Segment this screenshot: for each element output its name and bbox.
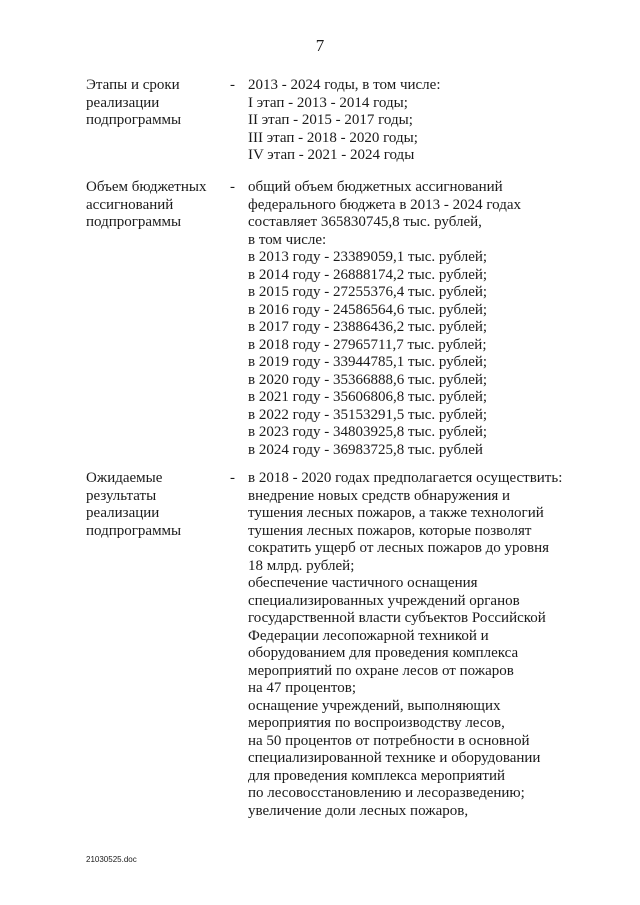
value-line: в 2023 году - 34803925,8 тыс. рублей; bbox=[248, 424, 488, 440]
value-line: IV этап - 2021 - 2024 годы bbox=[248, 147, 415, 163]
value-line: специализированных учреждений органов bbox=[248, 592, 520, 609]
value-line: I этап - 2013 - 2014 годы; bbox=[248, 94, 408, 111]
row-value-results bbox=[248, 470, 588, 820]
value-line: в 2022 году - 35153291,5 тыс. рублей; bbox=[248, 406, 488, 423]
label-line: результаты bbox=[86, 487, 157, 504]
label-line: подпрограммы bbox=[86, 522, 182, 539]
document-code: 21030525.doc bbox=[86, 855, 137, 864]
row-value-budget bbox=[248, 179, 588, 459]
value-line: в 2016 году - 24586564,6 тыс. рублей; bbox=[248, 301, 488, 318]
page-number: 7 bbox=[315, 36, 325, 55]
value-line: на 47 процентов; bbox=[248, 680, 357, 696]
row-dash: - bbox=[230, 77, 235, 93]
label-line: Этапы и сроки bbox=[86, 77, 180, 93]
value-line: 18 млрд. рублей; bbox=[248, 557, 355, 574]
value-line: в 2013 году - 23389059,1 тыс. рублей; bbox=[248, 249, 488, 265]
value-line: обеспечение частичного оснащения bbox=[248, 575, 478, 591]
value-line: III этап - 2018 - 2020 годы; bbox=[248, 129, 418, 146]
value-line: в 2024 году - 36983725,8 тыс. рублей bbox=[248, 441, 483, 458]
value-line: по лесовосстановлению и лесоразведению; bbox=[248, 785, 525, 801]
label-line: ассигнований bbox=[86, 196, 174, 213]
value-line: оборудованием для проведения комплекса bbox=[248, 645, 519, 661]
value-line: федерального бюджета в 2013 - 2024 годах bbox=[248, 196, 522, 213]
value-line: общий объем бюджетных ассигнований bbox=[248, 179, 503, 195]
value-line: внедрение новых средств обнаружения и bbox=[248, 487, 511, 504]
label-line: Ожидаемые bbox=[86, 470, 163, 486]
value-line: на 50 процентов от потребности в основной bbox=[248, 732, 530, 749]
label-line: реализации bbox=[86, 94, 160, 111]
value-line: сократить ущерб от лесных пожаров до уровня bbox=[248, 540, 550, 556]
value-line: 2013 - 2024 годы, в том числе: bbox=[248, 77, 441, 93]
value-line: составляет 365830745,8 тыс. рублей, bbox=[248, 214, 482, 230]
row-label-budget bbox=[86, 179, 236, 232]
row-dash: - bbox=[230, 179, 235, 195]
value-line: в том числе: bbox=[248, 231, 327, 248]
value-line: в 2018 - 2020 годах предполагается осуществить: bbox=[248, 470, 563, 486]
value-line: в 2017 году - 23886436,2 тыс. рублей; bbox=[248, 319, 488, 335]
row-value-stages bbox=[248, 77, 588, 165]
value-line: специализированной технике и оборудовании bbox=[248, 750, 541, 766]
value-line: в 2014 году - 26888174,2 тыс. рублей; bbox=[248, 266, 488, 283]
value-line: Федерации лесопожарной техникой и bbox=[248, 627, 489, 644]
value-line: государственной власти субъектов Российской bbox=[248, 610, 546, 626]
label-line: подпрограммы bbox=[86, 214, 182, 230]
row-dash: - bbox=[230, 470, 235, 486]
value-line: тушения лесных пожаров, которые позволят bbox=[248, 522, 532, 539]
row-label-results bbox=[86, 470, 236, 540]
row-label-stages bbox=[86, 77, 236, 130]
value-line: оснащение учреждений, выполняющих bbox=[248, 697, 501, 714]
value-line: мероприятий по охране лесов от пожаров bbox=[248, 662, 514, 679]
value-line: в 2020 году - 35366888,6 тыс. рублей; bbox=[248, 371, 488, 388]
value-line: в 2021 году - 35606806,8 тыс. рублей; bbox=[248, 389, 488, 405]
value-line: мероприятия по воспроизводству лесов, bbox=[248, 715, 505, 731]
value-line: увеличение доли лесных пожаров, bbox=[248, 802, 469, 819]
value-line: в 2018 году - 27965711,7 тыс. рублей; bbox=[248, 336, 487, 353]
label-line: реализации bbox=[86, 505, 160, 521]
value-line: тушения лесных пожаров, а также технологий bbox=[248, 505, 544, 521]
label-line: подпрограммы bbox=[86, 112, 182, 128]
value-line: II этап - 2015 - 2017 годы; bbox=[248, 112, 413, 128]
label-line: Объем бюджетных bbox=[86, 179, 207, 195]
value-line: в 2015 году - 27255376,4 тыс. рублей; bbox=[248, 284, 488, 300]
value-line: для проведения комплекса мероприятий bbox=[248, 767, 506, 784]
value-line: в 2019 году - 33944785,1 тыс. рублей; bbox=[248, 354, 488, 370]
